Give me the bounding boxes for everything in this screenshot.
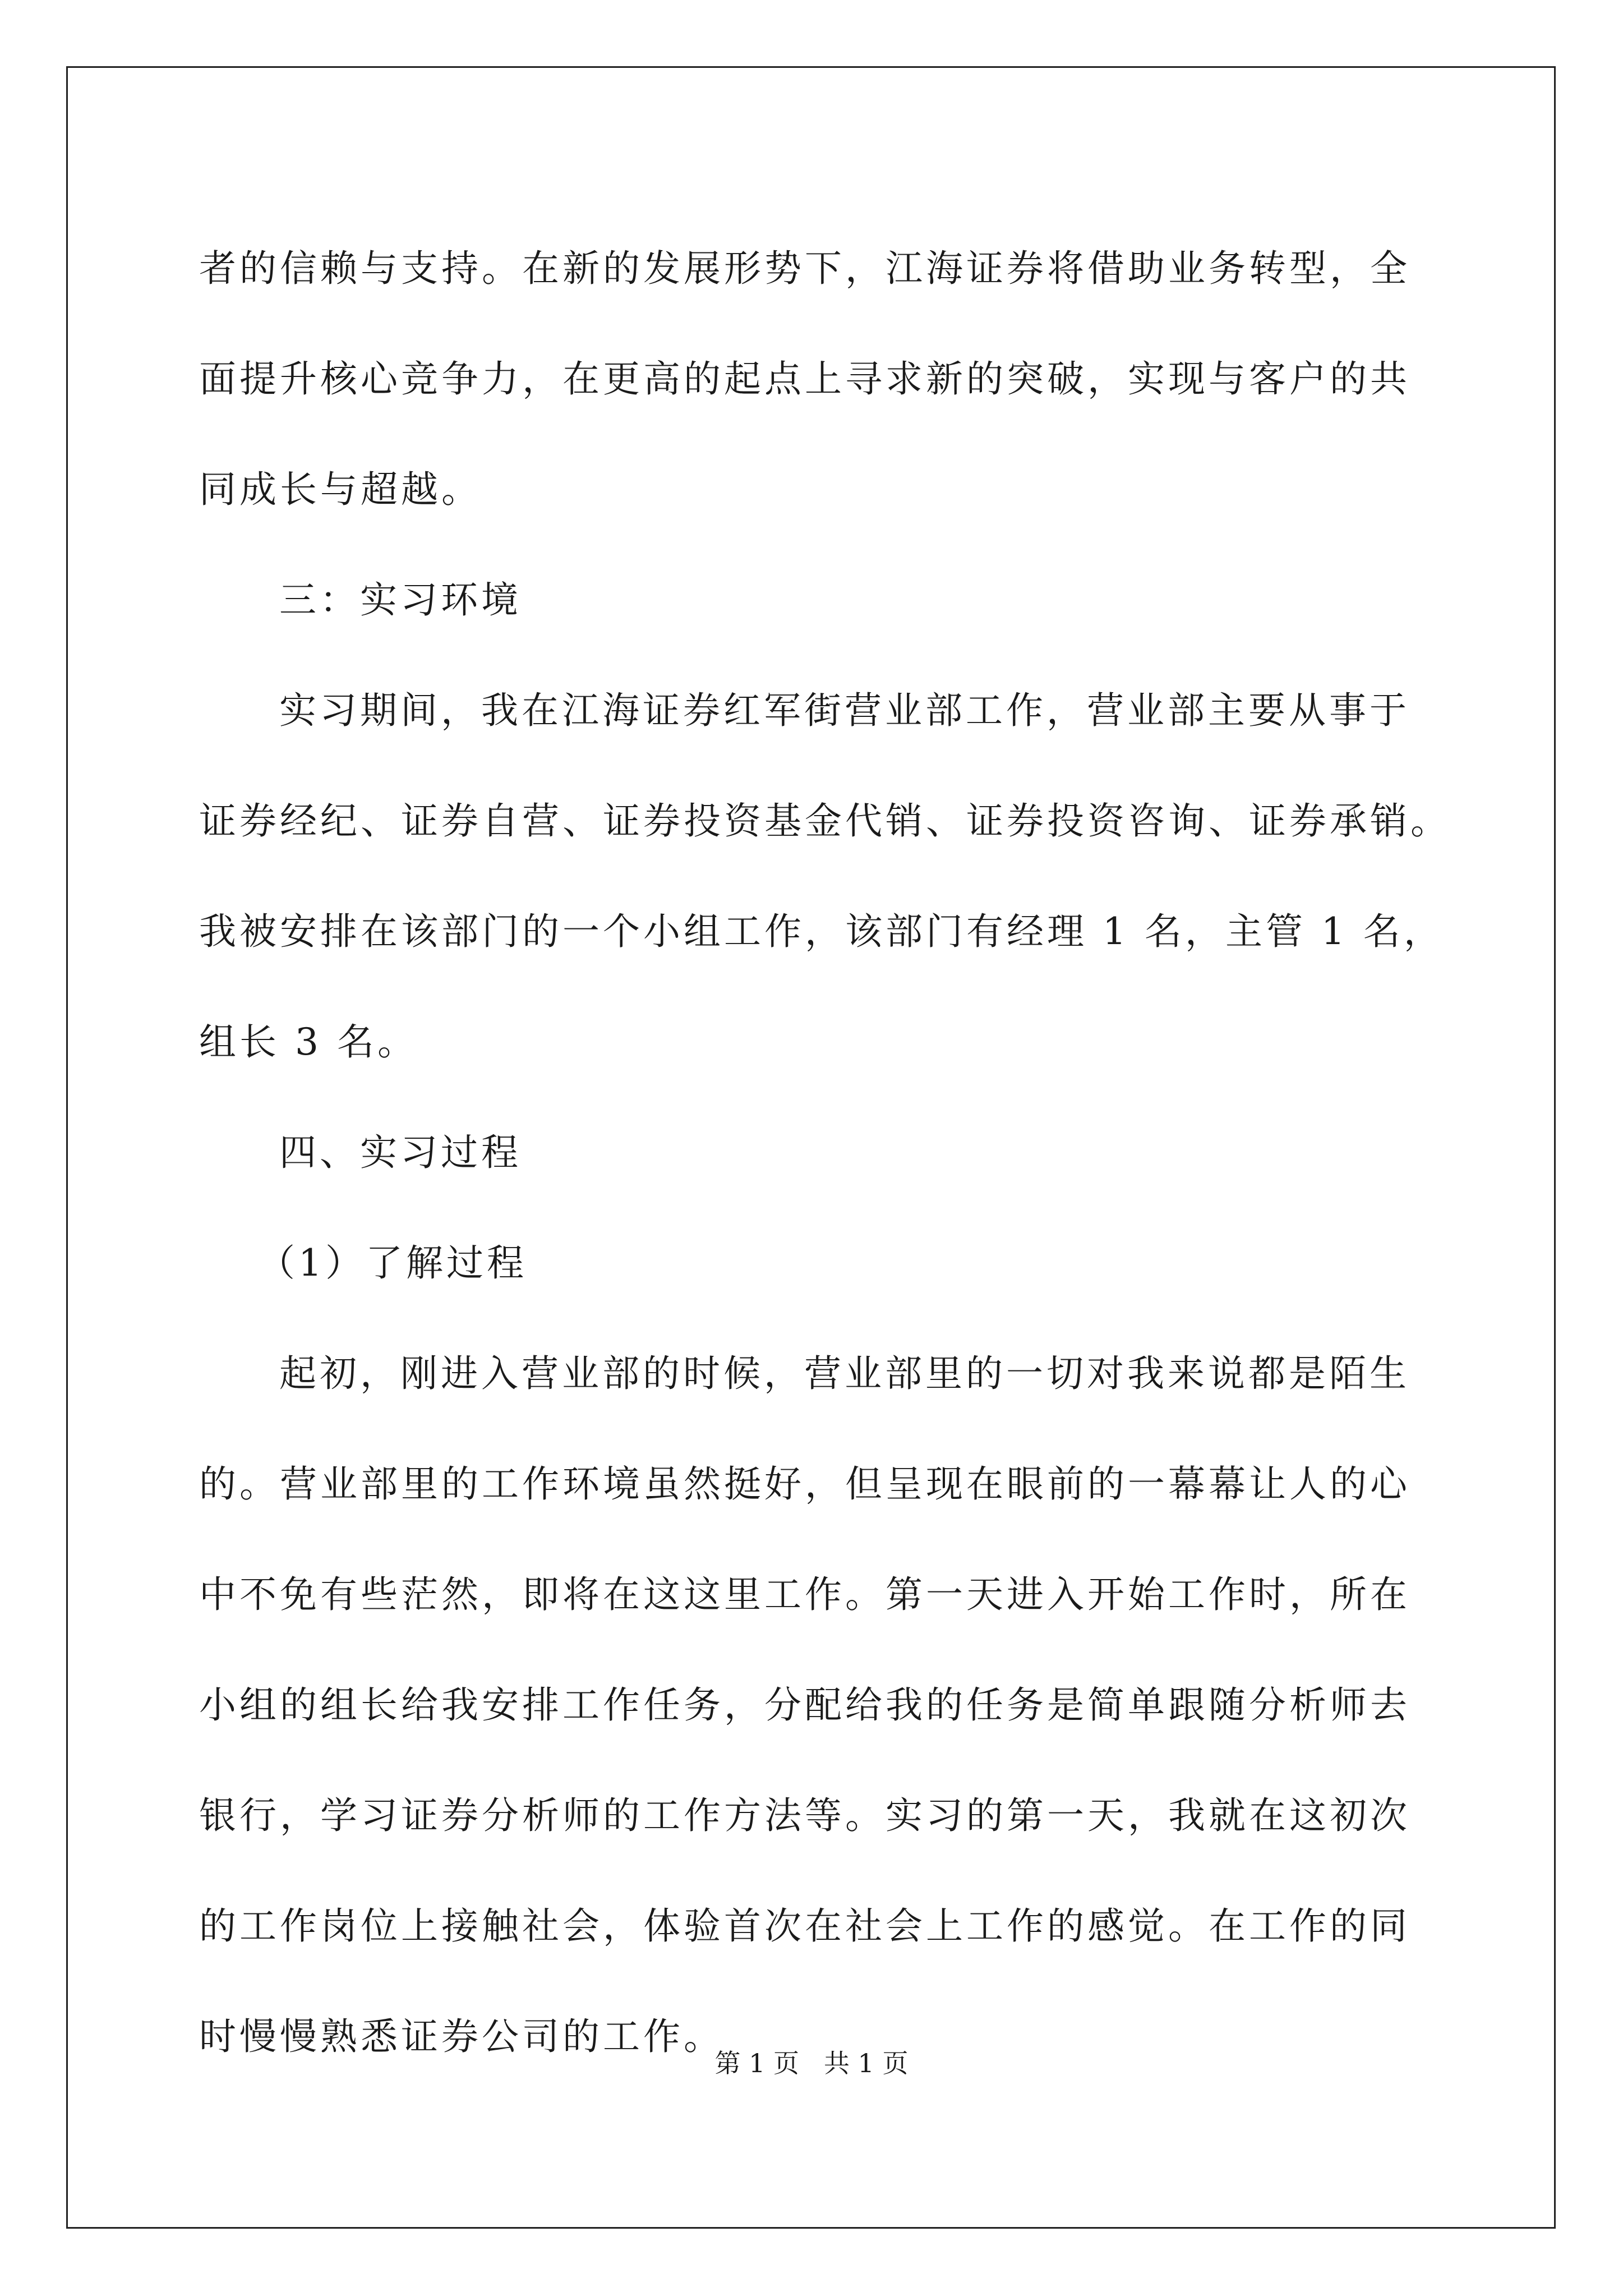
section-heading: 三：实习环境 <box>279 578 522 622</box>
text-line: 面提升核心竞争力，在更高的起点上寻求新的突破，实现与客户的共 <box>199 357 1410 401</box>
document-body <box>199 213 1451 2092</box>
paragraph-first-line: 实习期间，我在江海证券红军街营业部工作，营业部主要从事于 <box>279 689 1410 732</box>
text-line: 的工作岗位上接触社会，体验首次在社会上工作的感觉。在工作的同 <box>199 1904 1410 1948</box>
text-line: 银行，学习证券分析师的工作方法等。实习的第一天，我就在这初次 <box>199 1794 1410 1837</box>
text-line: 中不免有些茫然，即将在这这里工作。第一天进入开始工作时，所在 <box>199 1573 1410 1616</box>
text-line: 时慢慢熟悉证券公司的工作。 <box>199 2015 724 2058</box>
page-total: 共 1 页 <box>823 2048 909 2078</box>
text-line: 我被安排在该部门的一个小组工作，该部门有经理 1 名，主管 1 名， <box>199 910 1444 953</box>
page-footer <box>0 2046 1623 2080</box>
text-line: 者的信赖与支持。在新的发展形势下，江海证券将借助业务转型，全 <box>199 247 1410 290</box>
page-number: 第 1 页 <box>714 2048 800 2078</box>
paragraph-first-line: 起初，刚进入营业部的时候，营业部里的一切对我来说都是陌生 <box>279 1352 1410 1395</box>
text-line: 小组的组长给我安排工作任务，分配给我的任务是简单跟随分析师去 <box>199 1683 1410 1727</box>
section-heading: 四、实习过程 <box>279 1131 522 1174</box>
text-line: 同成长与超越。 <box>199 468 482 511</box>
text-line: 组长 3 名。 <box>199 1020 418 1064</box>
text-line: 证券经纪、证券自营、证券投资基金代销、证券投资咨询、证券承销。 <box>199 799 1451 843</box>
text-line: 的。营业部里的工作环境虽然挺好，但呈现在眼前的一幕幕让人的心 <box>199 1462 1410 1506</box>
subsection-heading: （1）了解过程 <box>258 1241 527 1285</box>
